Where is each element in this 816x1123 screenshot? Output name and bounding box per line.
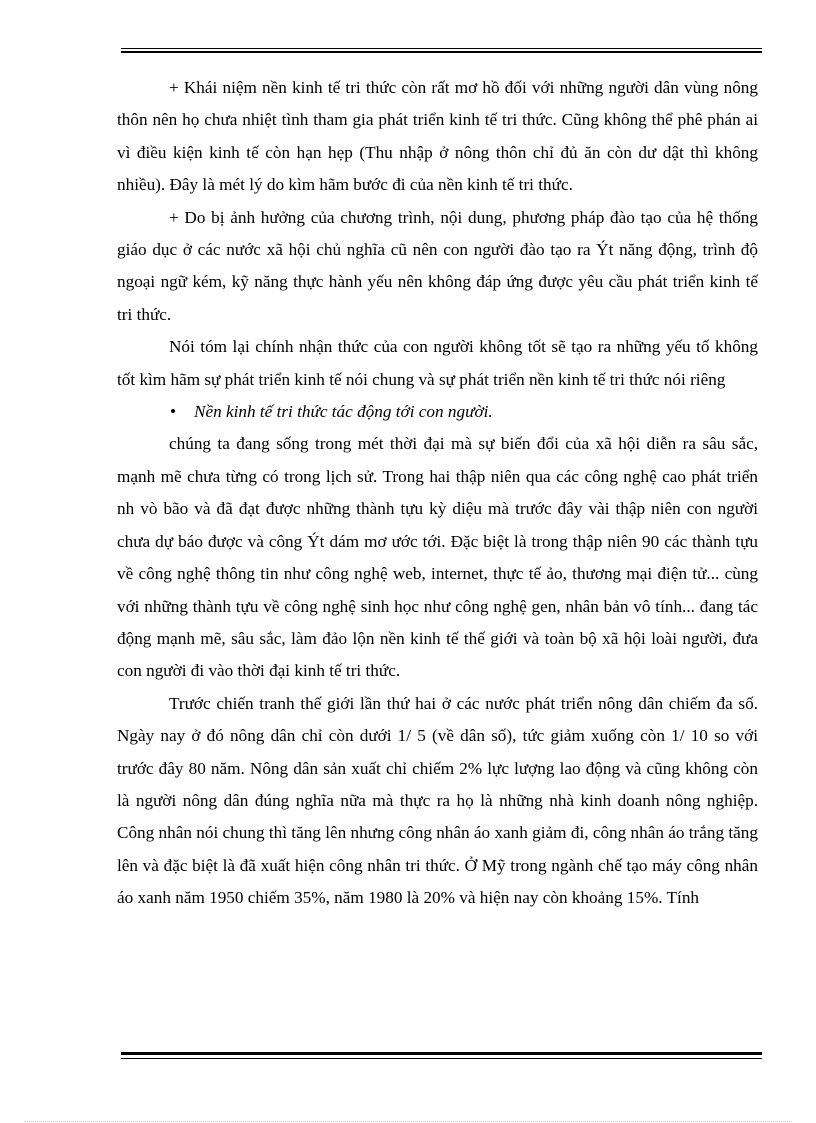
bullet-heading: Nền kinh tế tri thức tác động tới con người. — [194, 402, 493, 422]
footer-rule-thin — [121, 1058, 762, 1059]
page-body — [117, 72, 758, 915]
paragraph-2: + Do bị ảnh hưởng của chương trình, nội dung, phương pháp đào tạo của hệ thống giáo dục ở các nước xã hội chủ nghĩa cũ nên con người đào tạo ra Ýt năng động, trình độ ngoại ngữ kém, kỹ năng thực hành yếu nên không đáp ứng được yêu cầu phát triển kinh tế tri thức. — [117, 207, 758, 324]
header-rule-thick — [121, 51, 762, 53]
bullet-icon: • — [170, 402, 177, 422]
footer-rule-thick — [121, 1052, 762, 1055]
bullet-item — [117, 396, 758, 428]
paragraph-5: Trước chiến tranh thế giới lần thứ hai ở các nước phát triển nông dân chiếm đa số. Ngày nay ở đó nông dân chỉ còn dưới 1/ 5 (về dân số), tức giảm xuống còn 1/ 10 so với trước đây 80 năm. Nông dân sản xuất chỉ chiếm 2% lực lượng lao động và cũng không còn là người nông dân đúng nghĩa nữa mà thực ra họ là những nhà kinh doanh nông nghiệp. Công nhân nói chung thì tăng lên nhưng công nhân áo xanh giảm đi, công nhân áo trắng tăng lên và đặc biệt là đã xuất hiện công nhân tri thức. Ở Mỹ trong ngành chế tạo máy công nhân áo xanh năm 1950 chiếm 35%, năm 1980 là 20% và hiện nay còn khoảng 15%. Tính — [117, 693, 758, 908]
header-rule-thin — [121, 48, 762, 49]
paragraph-3: Nói tóm lại chính nhận thức của con người không tốt sẽ tạo ra những yếu tố không tốt kìm hãm sự phát triển kinh tế nói chung và sự phát triển nền kinh tế tri thức nói riêng — [117, 337, 758, 389]
paragraph-1: + Khái niệm nền kinh tế tri thức còn rất mơ hồ đối với những người dân vùng nông thôn nên họ chưa nhiệt tình tham gia phát triển kinh tế tri thức. Cũng không thể phê phán ai vì điều kiện kinh tế còn hạn hẹp (Thu nhập ở nông thôn chỉ đủ ăn còn dư dật thì không nhiều). Đây là mét lý do kìm hãm bước đi của nền kinh tế tri thức. — [117, 78, 758, 195]
header-rule — [121, 48, 762, 54]
page-edge-dotted-line — [24, 1121, 792, 1122]
paragraph-4: chúng ta đang sống trong mét thời đại mà sự biến đổi của xã hội diễn ra sâu sắc, mạnh mẽ chưa từng có trong lịch sử. Trong hai thập niên qua các công nghệ cao phát triển nh vò bão và đã đạt được những thành tựu kỳ diệu mà trước đây vài thập niên con người chưa dự báo được và công Ýt dám mơ ước tới. Đặc biệt là trong thập niên 90 các thành tựu về công nghệ thông tin như công nghệ web, internet, thực tế ảo, thương mại điện tử... cùng với những thành tựu về công nghệ sinh học như công nghệ gen, nhân bản vô tính... đang tác động mạnh mẽ, sâu sắc, làm đảo lộn nền kinh tế thế giới và toàn bộ xã hội loài người, đưa con người đi vào thời đại kinh tế tri thức. — [117, 434, 758, 681]
footer-rule — [121, 1052, 762, 1060]
